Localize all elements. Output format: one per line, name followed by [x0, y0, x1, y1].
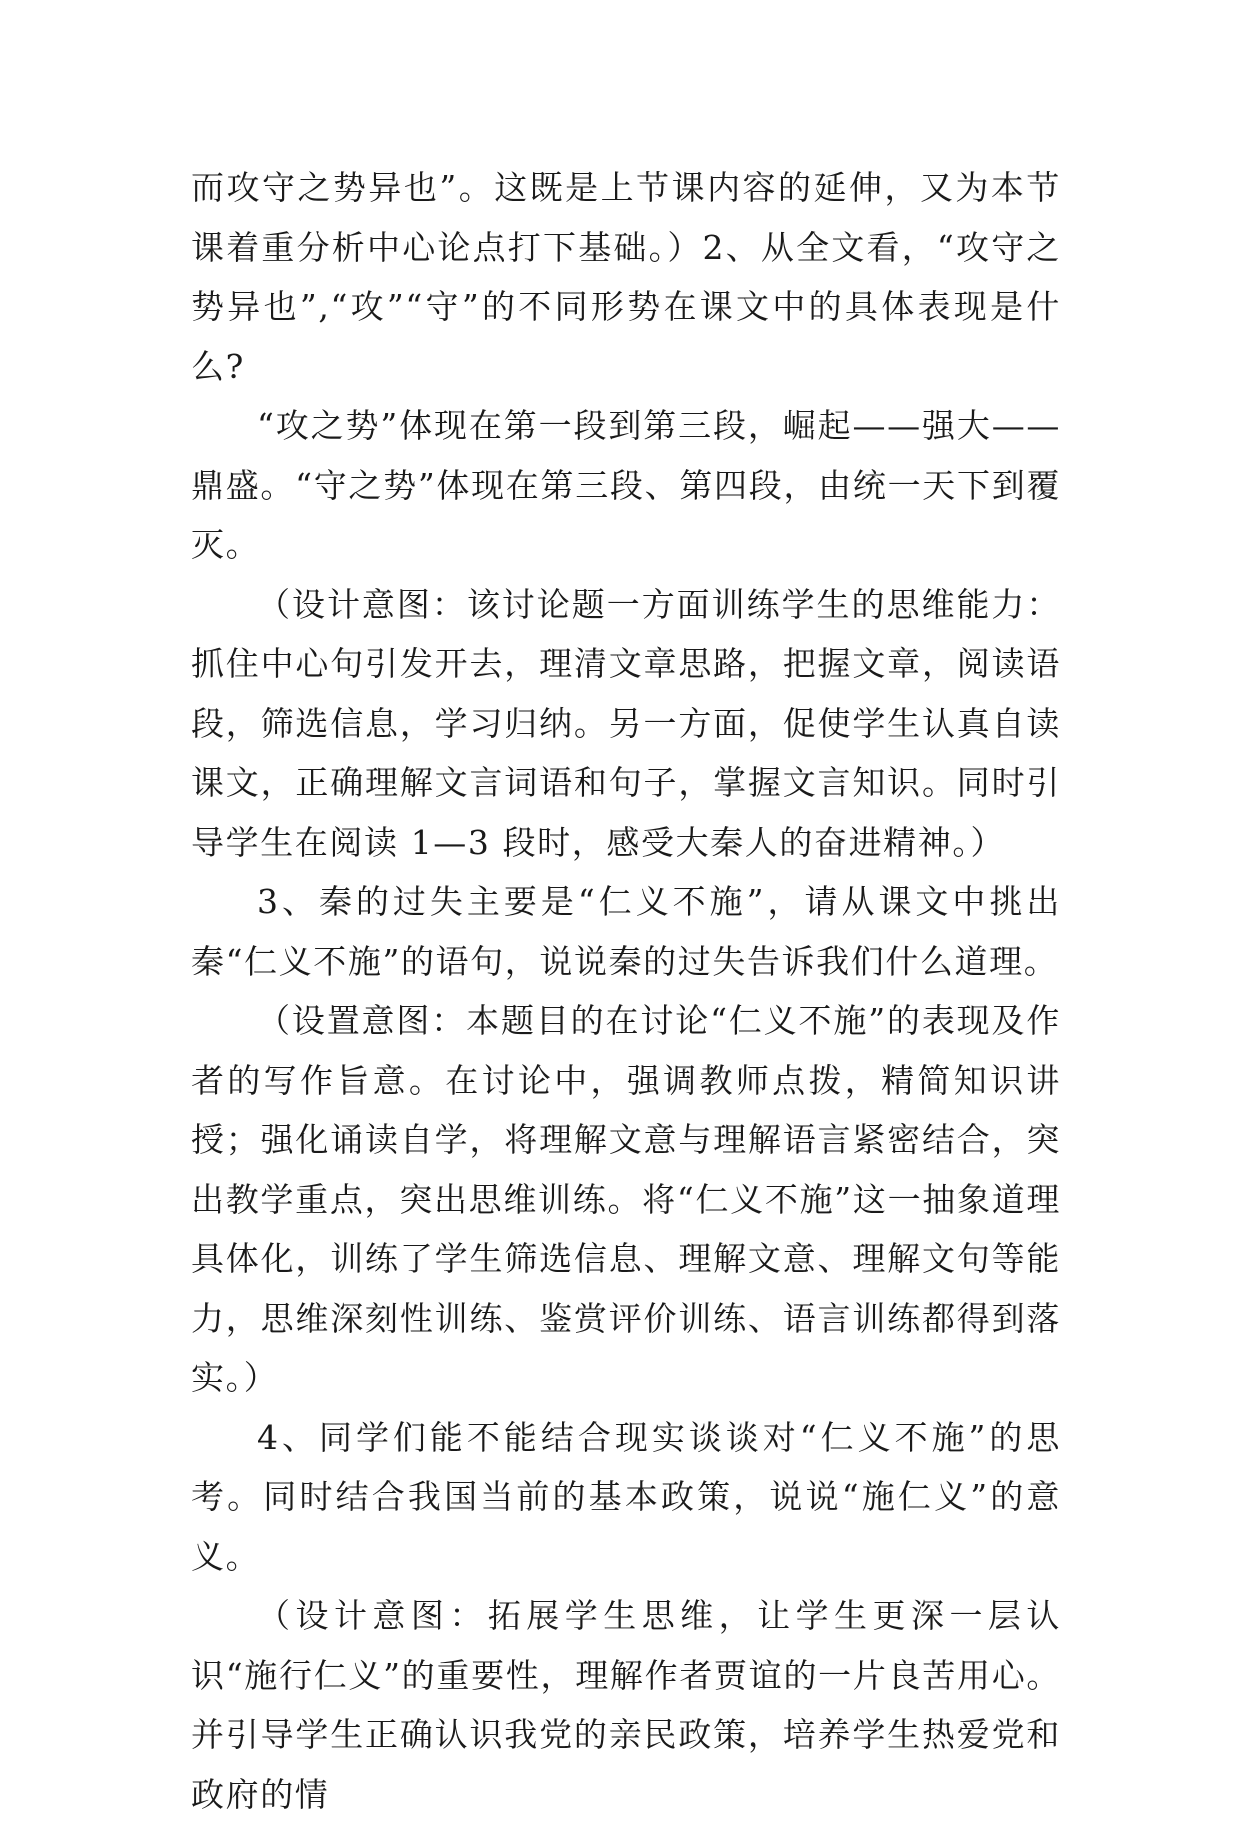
paragraph-attack-defense: “攻之势”体现在第一段到第三段，崛起——强大——鼎盛。“守之势”体现在第三段、第四段，由统一天下到覆灭。 — [191, 406, 1061, 564]
body-text — [191, 158, 1061, 1824]
paragraph-design-intent-3: （设计意图：拓展学生思维，让学生更深一层认识“施行仁义”的重要性，理解作者贾谊的一片良苦用心。并引导学生正确认识我党的亲民政策，培养学生热爱党和政府的情 — [191, 1596, 1061, 1814]
paragraph-continuation: 而攻守之势异也”。这既是上节课内容的延伸，又为本节课着重分析中心论点打下基础。）2、从全文看，“攻守之势异也”,“攻”“守”的不同形势在课文中的具体表现是什么? — [191, 168, 1061, 386]
paragraph-design-intent-1: （设计意图：该讨论题一方面训练学生的思维能力：抓住中心句引发开去，理清文章思路，把握文章，阅读语段，筛选信息，学习归纳。另一方面，促使学生认真自读课文，正确理解文言词语和句子，掌握文言知识。同时引导学生在阅读 1—3 段时，感受大秦人的奋进精神。） — [191, 584, 1061, 862]
paragraph-question-3: 3、秦的过失主要是“仁义不施”，请从课文中挑出秦“仁义不施”的语句，说说秦的过失告诉我们什么道理。 — [191, 882, 1061, 981]
paragraph-design-intent-2: （设置意图：本题目的在讨论“仁义不施”的表现及作者的写作旨意。在讨论中，强调教师点拨，精简知识讲授；强化诵读自学，将理解文意与理解语言紧密结合，突出教学重点，突出思维训练。将“仁义不施”这一抽象道理具体化，训练了学生筛选信息、理解文意、理解文句等能力，思维深刻性训练、鉴赏评价训练、语言训练都得到落实。） — [191, 1001, 1061, 1397]
paragraph-question-4: 4、同学们能不能结合现实谈谈对“仁义不施”的思考。同时结合我国当前的基本政策，说说“施仁义”的意义。 — [191, 1417, 1061, 1576]
